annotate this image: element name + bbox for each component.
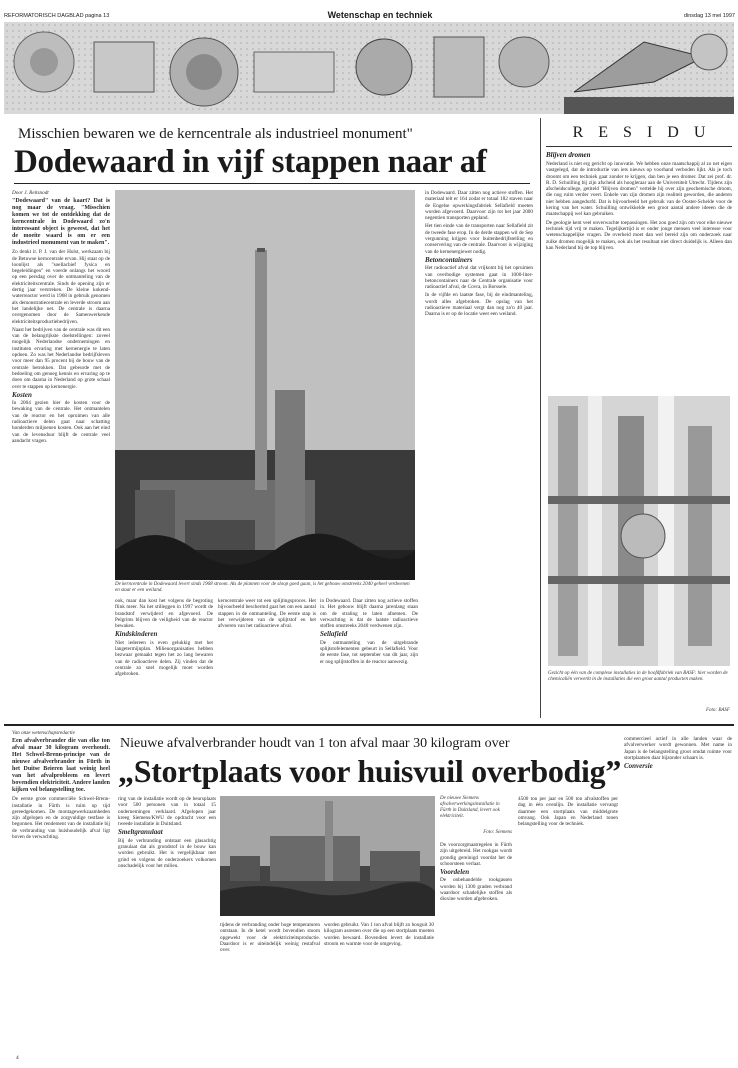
masthead-date: dinsdag 13 mei 1997 bbox=[683, 13, 735, 19]
article2-body3: Bij de verbranding ontstaat een glasachtig granulaat dat als grondstof in de bouw kan worden gebruikt. Het is vergelijkbaar met grind en volgens de onderzoekers volkomen onschadelijk voor het milieu. bbox=[118, 837, 216, 869]
kerncentrale-graphic bbox=[115, 190, 415, 580]
page-mark: 4 bbox=[16, 1055, 19, 1061]
kerncentrale-photo bbox=[115, 190, 415, 580]
banner-illustration bbox=[4, 22, 734, 114]
article1-col3b bbox=[320, 598, 418, 716]
article1-caption: De kerncentrale in Dodewaard levert sinds 1968 stroom. Als de plannen voor de sloop goed gaan, is het gebouw omstreeks 2040 geheel verdwenen en staat er een weiland. bbox=[115, 582, 410, 593]
article2-sub-conversie: Conversie bbox=[624, 762, 653, 771]
article2-headline: „Stortplaats voor huisvuil overbodig” bbox=[118, 753, 622, 789]
article1-kicker: Misschien bewaren we de kerncentrale als industrieel monument" bbox=[18, 126, 413, 142]
article1-col4 bbox=[425, 190, 533, 582]
basf-photo bbox=[548, 396, 730, 666]
headline-rule bbox=[14, 183, 530, 184]
section-rule bbox=[4, 724, 734, 726]
residu-body-p2: De geologie kent veel onverwachte toepassingen. Het zou goed zijn om voor elke nieuwe techniek tijd vrij te maken. Tegelijkertijd is er onder jonge mensen veel interesse voor wetenschappelijke vragen. De overheid moet dan wel bereid zijn om onderzoek naar zulke dromen mogelijk te maken, ook als het resultaat niet direct duidelijk is. Alleen dan kan Nederland bij de top blijven. bbox=[546, 219, 732, 251]
article2-lead: Een afvalverbrander die van elke ton afval maar 30 kilogram overhoudt. Het Schwel-Brenn-principe van de nieuwe afvalverbrander in Fürth in het Duitse Beieren laat weinig heel van het afvalprobleem en levert bovendien elektriciteit. Andere landen kijken vol belangstelling toe. bbox=[12, 738, 110, 794]
residu-body-p1: Nederland is niet erg gericht op innovatie. We hebben onze maatschappij al zo net eigen vastgelegd, dat de introductie van iets nieuws op voorhand verboden lijkt. Als je toch droomt om een techniek gaat zonder te krijgen, dan ben je een dromer. Dat zei prof. dr. R. D. Schuilling bij zijn afscheid als hoogleraar aan de Universiteit Utrecht. Tijdens zijn afscheidscollege, getiteld "Blijven dromen" vertelde hij over zijn geochemische droom, die nog ruim verder voert. Enkele van zijn dromen zijn realiteit geworden, die anderen niet hebben aangedurfd. Dat is bijvoorbeeld het gebruik van de Ooster-Schelde voor de kering van het water. Schuilling ontwikkelde een groot aantal andere ideeen die de maatschappij wel kan gebruiken. bbox=[546, 161, 732, 218]
article1-byline: Door J. Reitsnodt bbox=[12, 190, 49, 196]
article2-col2 bbox=[118, 796, 216, 1058]
article1-col1 bbox=[12, 190, 110, 590]
article1-body6: in Dodewaard. Daar zitten nog actieve stoffen in. Het gebouw blijft daarna jarenlang staan om de straling te laten afnemen. De verwachting is dat de laatste radioactieve stoffen omstreeks 2040 verdwenen zijn. bbox=[320, 598, 418, 630]
residu-divider bbox=[540, 118, 541, 718]
article1-headline: Dodewaard in vijf stappen naar af bbox=[14, 144, 487, 180]
article1-body5: kerncentrale weer tot een splijtingsproces. Het bijvoorbeeld beschermd gaat het om een aantal stappen in de ontmanteling. De eerste stap is het verwijderen van de splijtstof en het afvoeren van het radioactieve afval. bbox=[218, 598, 316, 630]
article1-lead: "Dodewaard" van de kaart? Dat is nog maar de vraag. "Misschien komen we tot de ontdekking dat de kerncentrale in Dodewaard zo'n interessant object is geweest, dat het de moeite waard is om er een industrieel monument van te maken". bbox=[12, 198, 110, 247]
article1-sub-kosten: Kosten bbox=[12, 390, 32, 399]
residu-box bbox=[546, 118, 732, 718]
article2-kicker: Nieuwe afvalverbrander houdt van 1 ton afval maar 30 kilogram over bbox=[120, 736, 510, 751]
article1-body1: Zo denkt ir. P. J. van der Hulst, werkzaam bij de Betuwse kerncentrale ervan. Hij staat op de loonlijst als "soellachief fysica en begeleidingen" en voerde onlangs het woord op een persdag over de ontmanteling van de elektriciteitscentrale. Sinds de opening zijn er dertig jaar verstreken. De kleine kokend-waterreactor werd in 1968 in gebruik genomen als demonstratiecentrale en leverde stroom aan het landelijke net. De centrale is daarna overgenomen door de Samenwerkende elektriciteitsproductiebedrijven. bbox=[12, 249, 110, 325]
article2-body7: De onbehandelde rookgassen worden bij 1300 graden verbrand waardoor schadelijke stoffen als dioxine worden afgebroken. bbox=[440, 877, 512, 903]
article2-body5: worden gebruikt. Van 1 ton afval blijft zo hooguit 30 kilogram asresten over die op een stortplaats moeten worden bewaard. Bovendien levert de installatie stroom en warmte voor de omgeving. bbox=[324, 922, 434, 947]
article2-body1: De eerste grote commerciële Schwel-Brenn-installatie in Fürth is ruim op tijd gereedgekomen. De montagewerkzaamheden zijn afgelopen en de zorgvuldige testfase is begonnen. Het rendement van de installatie bij de verbranding van huishoudelijk afval ligt boven de verwachting. bbox=[12, 796, 110, 841]
basf-graphic bbox=[548, 396, 730, 666]
article2-body2: ring van de installatie wordt op de beursplaats voor 500 personen van in totaal 15 ondernemingen verklaard. Afgelopen jaar kreeg Siemens/KWU de opdracht voor een tweede installatie in Duitsland. bbox=[118, 796, 216, 828]
article1-sub-sellafield: Sellafield bbox=[320, 630, 348, 639]
article2-col4 bbox=[324, 922, 434, 1058]
residu-credit: Foto: BASF bbox=[705, 708, 730, 713]
article2-credit: Foto: Siemens bbox=[483, 830, 512, 835]
article2-col1 bbox=[12, 730, 110, 1060]
article2-sub-smeltgranulaat: Smeltgranulaat bbox=[118, 828, 163, 837]
residu-caption: Gezicht op één van de complexe installaties in de hoofdfabriek van BASF: hier worden de chemicaliën verwerkt in de installaties die een groot aantal producten maken. bbox=[548, 671, 728, 682]
article1-col2 bbox=[115, 598, 213, 716]
article1-body7: in Dodewaard. Daar zitten nog actieve stoffen. Het materiaal telt er 164 zodat er totaal 182 staven naar de Engelse opwerkingsfabriek Sellafield moeten worden afgevoerd. Daarvoor zijn tot het jaar 2000 negentien transporten gepland. bbox=[425, 190, 533, 222]
article1-body11: In de vijfde en laatste fase, bij de eindmanteling, wordt alles afgebroken. De opslag van het radioactieve materiaal vergt dan nog zo'n 40 jaar. Daarna is er op de locatie weer een weiland. bbox=[425, 292, 533, 318]
afvalverbrander-photo bbox=[220, 796, 435, 916]
article1-sub-kindskinderen: Kindskinderen bbox=[115, 630, 158, 639]
afvalverbrander-graphic bbox=[220, 796, 435, 916]
article2-body4: tijdens de verbranding onder hoge temperaturen ontstaan. In de ketel wordt bovendien stoom opgewekt voor de elektriciteitsproductie. Daardoor is er uiteindelijk weinig restafval over. bbox=[220, 922, 320, 954]
article2-byline: Van onze wetenschapsredactie bbox=[12, 730, 75, 736]
article1-body3: ook, maar dan kost het volgens de begroting flink meer. Na het stilleggen in 1997 wordt de brandstof verwijderd en afgevoerd. De Pelgrims blijven de veiligheid van de reactor bewaken. bbox=[115, 598, 213, 630]
article1-body8: Het tien einde van de transporten naar Sellafield zit de tweede fase erop. In de derde stappen wil de Sep vergunning krijgen voor buitenbedrijfstelling en conservering van de centrale. Daarvoor is wijziging van de kernenergiewet nodig. bbox=[425, 223, 533, 255]
article1-body4: Niet iedereen is even gelukkig met het langetermijnplan. Milieuorganisaties hebben bezwaar gemaakt tegen het zo lang bewaren van de radioactieve delen. Zij vinden dat de centrale zo snel mogelijk moet worden afgebroken. bbox=[115, 639, 213, 678]
article1-body1b: Naast het bedrijven van de centrale was dit een van de belangrijkste doelstellingen: zoveel mogelijk Nederlandse ondernemingen en instituten ervaring met kernenergie te laten opdoen. Zo was het Nederlandse bedrijfsleven voor meer dan 95 procent bij de bouw van de centrale betrokken. Dat gebeurde met de bedoeling om genoeg kennis en ervaring op te doen om daarna in Nederland op grote schaal over te stappen op kernenergie. bbox=[12, 326, 110, 390]
article1-body9: Het radioactief afval dat vrijkomt bij het opruimen van overbodige systemen gaat in 1000-liter-betoncontainers naar de Centrale organisatie voor radioactief afval, de Covra, in Borssele. bbox=[425, 265, 533, 291]
article2-body9: commercieel actief in alle landen waar de afvalverwerker wordt gewonnen. Met name in Japan is de belangstelling groot omdat ruimte voor stortplaatsen daar bijzonder schaars is. bbox=[624, 736, 732, 761]
article2-col7 bbox=[624, 736, 732, 1058]
article2-body8: 4500 ton per jaar en 500 ton afvalstoffen per dag in één ovenlijn. De installatie vervangt daarmee een stortplaats van middelgrote omvang. Ook Japan en Nederland tonen belangstelling voor de techniek. bbox=[518, 796, 618, 828]
article2-sub-voordelen: Voordelen bbox=[440, 868, 470, 877]
article1-sub-betoncontainers: Betoncontainers bbox=[425, 255, 473, 264]
residu-body bbox=[546, 161, 732, 401]
article2-body6: De voorzorgmaatregelen in Fürth zijn uitgebreid. Het rookgas wordt grondig gereinigd voordat het de schoorsteen verlaat. bbox=[440, 842, 512, 867]
article2-col3 bbox=[220, 922, 320, 1058]
masthead-left: REFORMATORISCH DAGBLAD pagina 13 bbox=[4, 13, 110, 19]
masthead-section: Wetenschap en techniek bbox=[327, 10, 433, 20]
banner-graphic bbox=[4, 22, 734, 114]
residu-title: RESIDU bbox=[546, 118, 732, 147]
article2-caption: De nieuwe Siemens afvalverwerkingsinstallatie in Fürth in Duitsland, levert ook elektriciteit. bbox=[440, 796, 500, 819]
article1-col3 bbox=[218, 598, 316, 716]
article1-body10: De ontmanteling van de uitgebrande splijtstofelementen gebeurt in Sellafield. Voor de eerste fase, tot september van dit jaar, zijn er nog splijtstoffen in de reactor aanwezig. bbox=[320, 639, 418, 665]
residu-sub: Blijven dromen bbox=[546, 151, 591, 159]
article1-body2: In 2004 gezien hier de kosten voor de bewaking van de centrale. Het ontmantelen van de reactor en het opruimen van alle radioactieve delen gaat naar schatting honderden miljoenen kosten. Ook aan het eind van de levensduur blijft de centrale veel aandacht vragen. bbox=[12, 400, 110, 444]
article2-col6 bbox=[518, 796, 618, 1058]
article2-col5 bbox=[440, 842, 512, 1058]
